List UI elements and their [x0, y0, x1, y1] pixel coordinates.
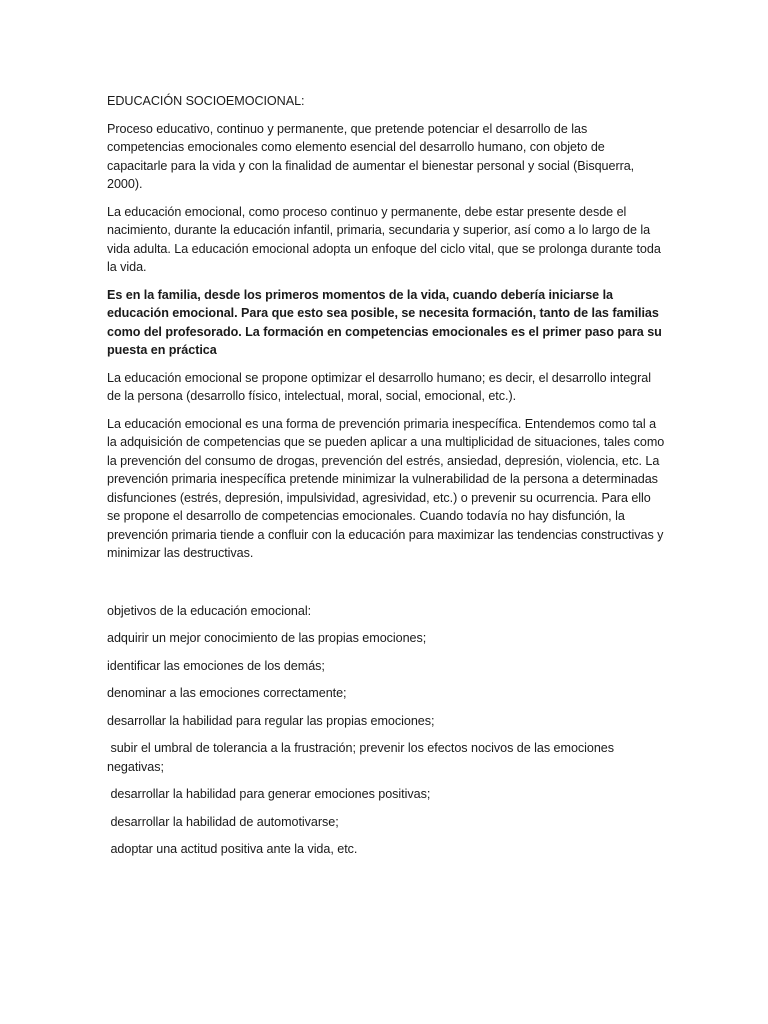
- objective-item: adquirir un mejor conocimiento de las propias emociones;: [107, 631, 427, 645]
- objective-item: adoptar una actitud positiva ante la vida, etc.: [107, 842, 358, 856]
- objective-item: denominar a las emociones correctamente;: [107, 686, 347, 700]
- section-spacer: [107, 572, 667, 602]
- objective-item: identificar las emociones de los demás;: [107, 658, 325, 673]
- paragraph-lifelong: La educación emocional, como proceso continuo y permanente, debe estar presente desde el nacimiento, durante la educación infantil, primaria, secundaria y superior, así como a lo largo de la vida adulta. La educación emocional adopta un enfoque del ciclo vital, que se prolonga durante toda la vida.: [107, 204, 661, 274]
- objectives-heading: objetivos de la educación emocional:: [107, 603, 312, 618]
- objective-item: subir el umbral de tolerancia a la frustración; prevenir los efectos nocivos de las emociones negativas;: [107, 741, 618, 774]
- paragraph-optimize-development: La educación emocional se propone optimizar el desarrollo humano; es decir, el desarrollo integral de la persona (desarrollo físico, intelectual, moral, social, emocional, etc.).: [107, 370, 651, 403]
- document-body: [107, 92, 667, 868]
- paragraph-prevention: La educación emocional es una forma de prevención primaria inespecífica. Entendemos como tal a la adquisición de competencias que se pueden aplicar a una multiplicidad de situaciones, tales como la prevención del consumo de drogas, prevención del estrés, ansiedad, depresión, violencia, etc. La prevención primaria inespecífica pretende minimizar la vulnerabilidad de la persona a determinadas disfunciones (estrés, depresión, impulsividad, agresividad, etc.) o prevenir su ocurrencia. Para ello se propone el desarrollo de competencias emocionales. Cuando todavía no hay disfunción, la prevención primaria tiende a confluir con la educación para maximizar las tendencias constructivas y minimizar las destructivas.: [107, 416, 665, 560]
- paragraph-family-emphasis: Es en la familia, desde los primeros momentos de la vida, cuando debería iniciarse la educación emocional. Para que esto sea posible, se necesita formación, tanto de las familias como del profesorado. La formación en competencias emocionales es el primer paso para su puesta en práctica: [107, 287, 662, 357]
- objective-item: desarrollar la habilidad para regular las propias emociones;: [107, 713, 435, 728]
- paragraph-definition: Proceso educativo, continuo y permanente, que pretende potenciar el desarrollo de las competencias emocionales como elemento esencial del desarrollo humano, con objeto de capacitarle para la vida y con la finalidad de aumentar el bienestar personal y social (Bisquerra, 2000).: [107, 121, 635, 191]
- objective-item: desarrollar la habilidad para generar emociones positivas;: [107, 787, 431, 801]
- document-title: EDUCACIÓN SOCIOEMOCIONAL:: [107, 94, 305, 108]
- objective-item: desarrollar la habilidad de automotivarse;: [107, 814, 339, 829]
